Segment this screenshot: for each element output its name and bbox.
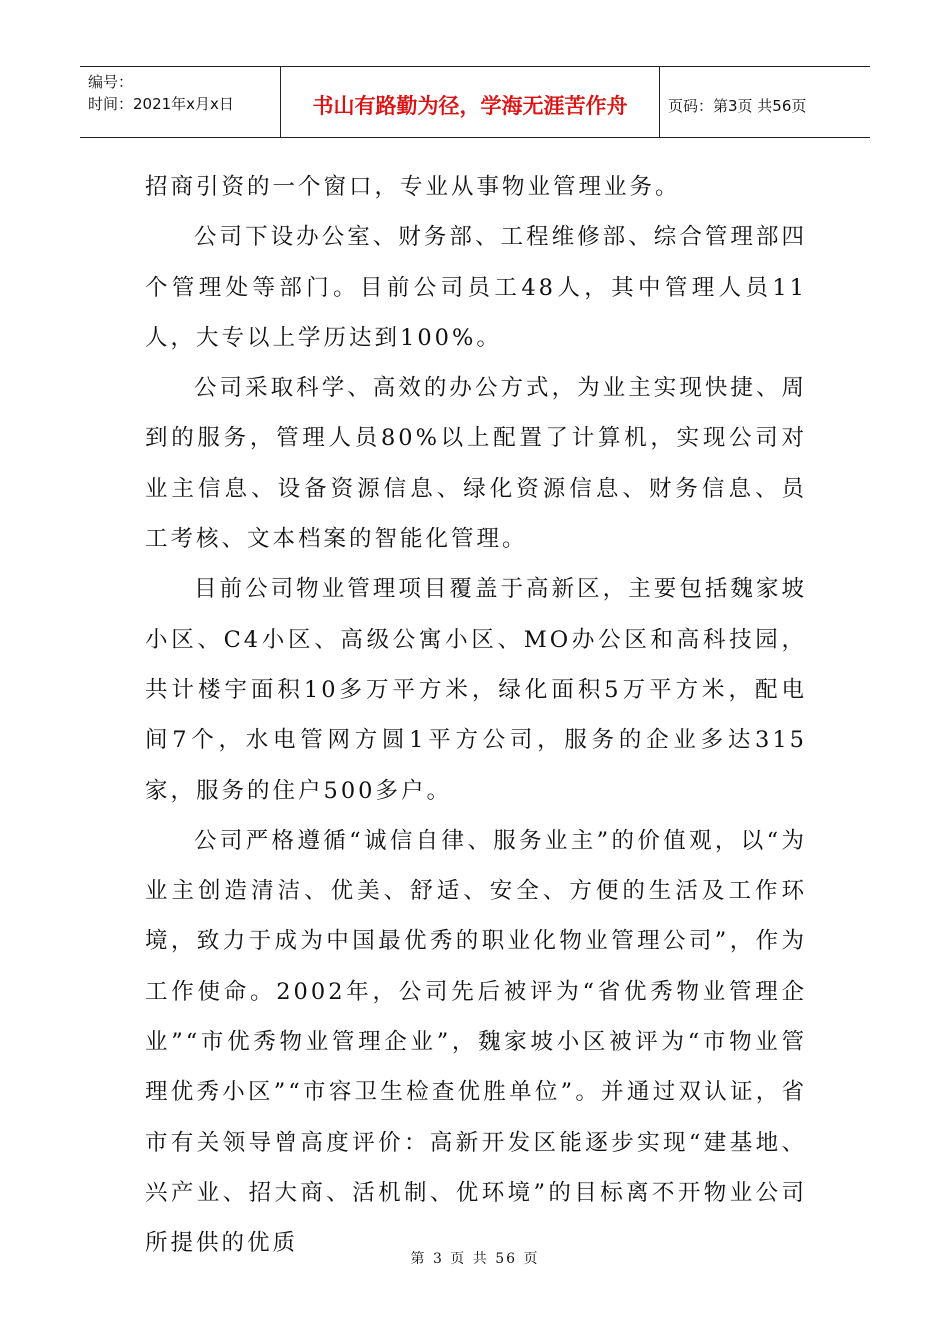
page-footer: 第 3 页 共 56 页 bbox=[410, 1251, 540, 1267]
header-page-code: 页码：第3页 共56页 bbox=[668, 96, 807, 115]
paragraph: 公司严格遵循“诚信自律、服务业主”的价值观，以“为业主创造清洁、优美、舒适、安全、方便的生活及工作环境，致力于成为中国最优秀的职业化物业管理公司”，作为工作使命。2002年，公司先后被评为“省优秀物业管理企业”“市优秀物业管理企业”，魏家坡小区被评为“市物业管理优秀小区”“市容卫生检查优胜单位”。并通过双认证，省市有关领导曾高度评价：高新开发区能逐步实现“建基地、兴产业、招大商、活机制、优环境”的目标离不开物业公司所提供的优质 bbox=[145, 827, 807, 1257]
paragraph: 公司采取科学、高效的办公方式，为业主实现快捷、周到的服务，管理人员80%以上配置了计算机，实现公司对业主信息、设备资源信息、绿化资源信息、财务信息、员工考核、文本档案的智能化管理。 bbox=[145, 375, 807, 553]
document-time-label: 时间：2021年x月x日 bbox=[88, 95, 234, 113]
paragraph: 目前公司物业管理项目覆盖于高新区，主要包括魏家坡小区、C4小区、高级公寓小区、MO办公区和高科技园，共计楼宇面积10多万平方米，绿化面积5万平方米，配电间7个，水电管网方圆1平方公司，服务的企业多达315家，服务的住户500多户。 bbox=[145, 576, 807, 804]
page-header bbox=[80, 66, 870, 138]
document-body bbox=[145, 162, 807, 1269]
paragraph: 公司下设办公室、财务部、工程维修部、综合管理部四个管理处等部门。目前公司员工48人，其中管理人员11人，大专以上学历达到100%。 bbox=[145, 224, 807, 351]
header-info-cell bbox=[80, 67, 281, 137]
paragraph: 招商引资的一个窗口，专业从事物业管理业务。 bbox=[145, 174, 681, 200]
document-number-label: 编号： bbox=[88, 73, 134, 91]
header-motto: 书山有路勤为径，学海无涯苦作舟 bbox=[281, 67, 660, 137]
